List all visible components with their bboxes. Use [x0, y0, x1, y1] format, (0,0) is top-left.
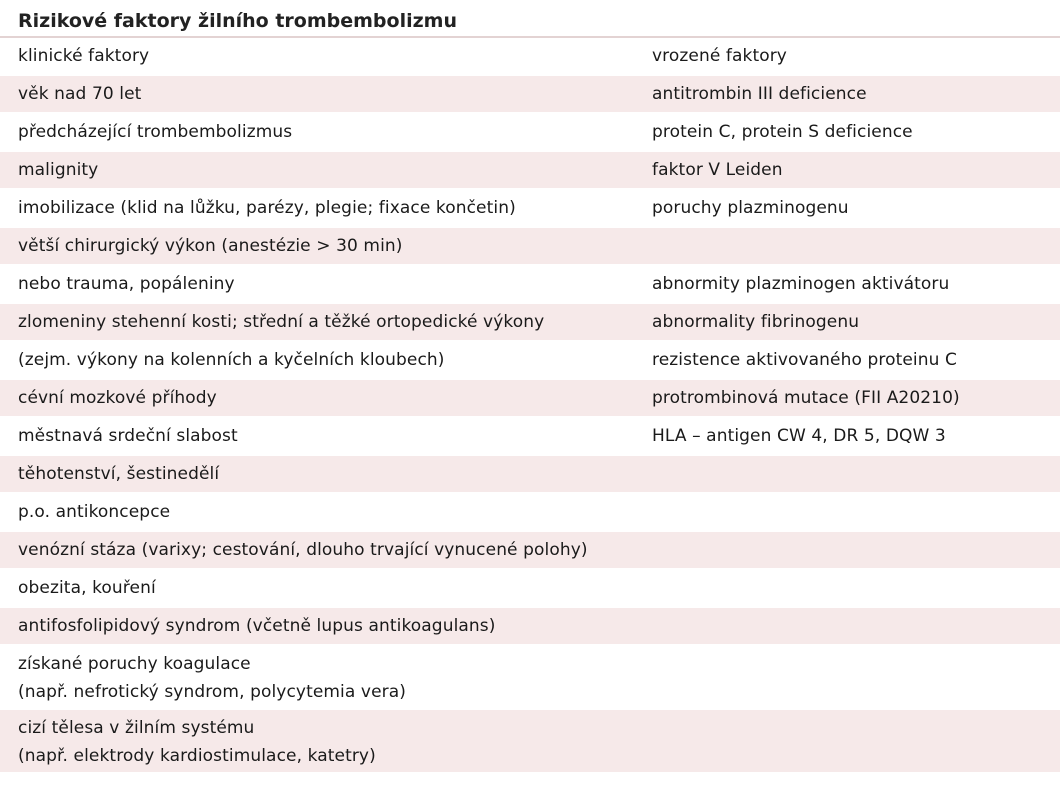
table-row — [0, 228, 1060, 266]
clinical-factor-text: věk nad 70 let — [18, 84, 142, 104]
table-row — [0, 114, 1060, 152]
clinical-factor-text: obezita, kouření — [18, 578, 156, 598]
clinical-factor-text: antifosfolipidový syndrom (včetně lupus antikoagulans) — [18, 616, 496, 636]
table-row — [0, 646, 1060, 710]
clinical-factor-cell — [0, 646, 652, 706]
clinical-factor-cell — [0, 388, 652, 408]
table-row — [0, 380, 1060, 418]
clinical-factor-cell — [0, 540, 652, 560]
table-row — [0, 76, 1060, 114]
table-row — [0, 266, 1060, 304]
table-row — [0, 608, 1060, 646]
clinical-factor-text: (např. nefrotický syndrom, polycytemia vera) — [18, 682, 406, 702]
clinical-factor-text: cévní mozkové příhody — [18, 388, 217, 408]
clinical-factor-cell — [0, 274, 652, 294]
clinical-factor-cell — [0, 236, 652, 256]
clinical-factor-cell — [0, 710, 652, 770]
table-body — [0, 38, 1060, 774]
clinical-factor-text: větší chirurgický výkon (anestézie > 30 min) — [18, 236, 403, 256]
table-row — [0, 494, 1060, 532]
clinical-factor-cell — [0, 46, 652, 66]
clinical-factor-cell — [0, 312, 652, 332]
clinical-factor-cell — [0, 616, 652, 636]
clinical-factor-text: získané poruchy koagulace — [18, 654, 251, 674]
clinical-factor-text: (např. elektrody kardiostimulace, katetry) — [18, 746, 376, 766]
congenital-factor-cell: vrozené faktory — [652, 46, 787, 66]
table-title: Rizikové faktory žilního trombembolizmu — [0, 0, 1060, 38]
clinical-factor-cell — [0, 122, 652, 142]
clinical-factor-text: městnavá srdeční slabost — [18, 426, 238, 446]
congenital-factor-cell: HLA – antigen CW 4, DR 5, DQW 3 — [652, 426, 946, 446]
table-row — [0, 190, 1060, 228]
table-row — [0, 152, 1060, 190]
clinical-factor-text: (zejm. výkony na kolenních a kyčelních kloubech) — [18, 350, 445, 370]
clinical-factor-cell — [0, 502, 652, 522]
table-row — [0, 710, 1060, 774]
clinical-factor-cell — [0, 578, 652, 598]
congenital-factor-cell: protrombinová mutace (FII A20210) — [652, 388, 960, 408]
table-row — [0, 342, 1060, 380]
clinical-factor-text: p.o. antikoncepce — [18, 502, 171, 522]
clinical-factor-text: venózní stáza (varixy; cestování, dlouho trvající vynucené polohy) — [18, 540, 588, 560]
table-row — [0, 570, 1060, 608]
clinical-factor-cell — [0, 464, 652, 484]
clinical-factor-text: předcházející trombembolizmus — [18, 122, 293, 142]
congenital-factor-cell: abnormity plazminogen aktivátoru — [652, 274, 950, 294]
clinical-factor-cell — [0, 350, 652, 370]
congenital-factor-cell: rezistence aktivovaného proteinu C — [652, 350, 957, 370]
table-row — [0, 532, 1060, 570]
clinical-factor-text: cizí tělesa v žilním systému — [18, 718, 255, 738]
congenital-factor-cell: poruchy plazminogenu — [652, 198, 849, 218]
clinical-factor-text: zlomeniny stehenní kosti; střední a těžké ortopedické výkony — [18, 312, 545, 332]
clinical-factor-text: klinické faktory — [18, 46, 150, 66]
clinical-factor-cell — [0, 84, 652, 104]
table-row — [0, 418, 1060, 456]
table-row — [0, 38, 1060, 76]
congenital-factor-cell: faktor V Leiden — [652, 160, 783, 180]
clinical-factor-text: imobilizace (klid na lůžku, parézy, plegie; fixace končetin) — [18, 198, 516, 218]
table-row — [0, 456, 1060, 494]
clinical-factor-text: nebo trauma, popáleniny — [18, 274, 235, 294]
clinical-factor-text: malignity — [18, 160, 99, 180]
congenital-factor-cell: antitrombin III deficience — [652, 84, 867, 104]
clinical-factor-cell — [0, 160, 652, 180]
clinical-factor-cell — [0, 198, 652, 218]
congenital-factor-cell: protein C, protein S deficience — [652, 122, 913, 142]
congenital-factor-cell: abnormality fibrinogenu — [652, 312, 860, 332]
clinical-factor-cell — [0, 426, 652, 446]
table-row — [0, 304, 1060, 342]
clinical-factor-text: těhotenství, šestinedělí — [18, 464, 220, 484]
